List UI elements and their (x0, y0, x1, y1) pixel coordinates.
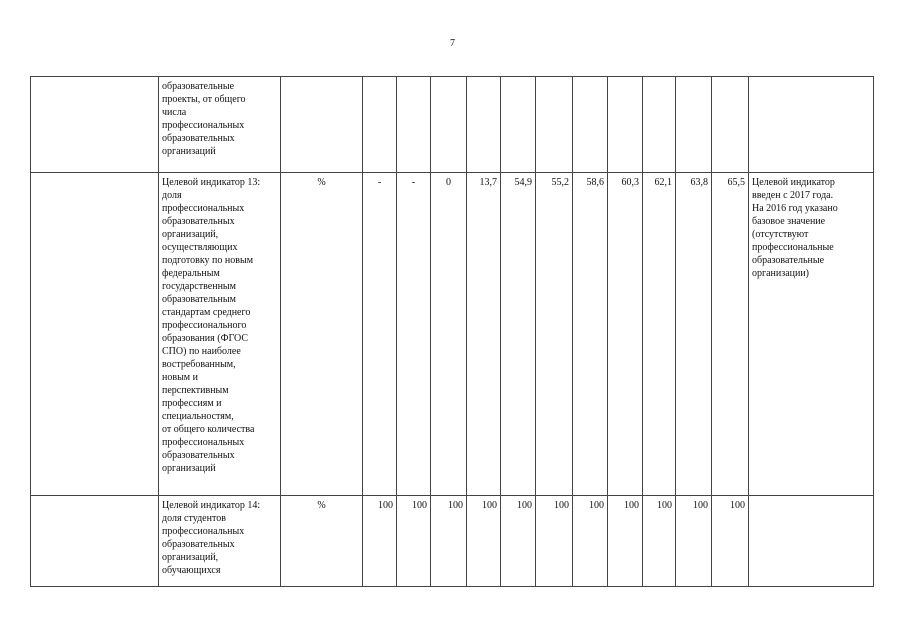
value-cell: 54,9 (501, 173, 536, 496)
value-cell: 65,5 (712, 173, 749, 496)
value-cell (467, 77, 501, 173)
empty-cell (31, 496, 159, 587)
unit-cell: % (281, 173, 363, 496)
value-cell: 100 (431, 496, 467, 587)
value-cell (363, 77, 397, 173)
indicators-table (30, 76, 874, 587)
value-cell (573, 77, 608, 173)
empty-cell (31, 77, 159, 173)
value-cell: 100 (712, 496, 749, 587)
value-cell (643, 77, 676, 173)
table-row (31, 496, 874, 587)
unit-cell: % (281, 496, 363, 587)
note-cell: Целевой индикатор введен с 2017 года. На 2016 год указано базовое значение (отсутствуют профессиональные образовательные организации) (749, 173, 874, 496)
value-cell (397, 77, 431, 173)
value-cell: 100 (643, 496, 676, 587)
value-cell: - (363, 173, 397, 496)
value-cell (712, 77, 749, 173)
value-cell: 100 (536, 496, 573, 587)
value-cell: 13,7 (467, 173, 501, 496)
value-cell (536, 77, 573, 173)
value-cell (608, 77, 643, 173)
value-cell: 100 (573, 496, 608, 587)
value-cell: 100 (501, 496, 536, 587)
note-cell (749, 77, 874, 173)
indicator-description: образовательные проекты, от общего числа профессиональных образовательных организаций (159, 77, 281, 173)
value-cell: 100 (363, 496, 397, 587)
value-cell (431, 77, 467, 173)
value-cell: 62,1 (643, 173, 676, 496)
table-row (31, 77, 874, 173)
value-cell: 63,8 (676, 173, 712, 496)
value-cell: - (397, 173, 431, 496)
indicator-description: Целевой индикатор 14: доля студентов профессиональных образовательных организаций, обучающихся (159, 496, 281, 587)
value-cell: 100 (676, 496, 712, 587)
unit-cell (281, 77, 363, 173)
value-cell: 0 (431, 173, 467, 496)
value-cell: 55,2 (536, 173, 573, 496)
value-cell: 58,6 (573, 173, 608, 496)
value-cell (676, 77, 712, 173)
note-cell (749, 496, 874, 587)
indicator-description: Целевой индикатор 13: доля профессиональных образовательных организаций, осуществляющих подготовку по новым федеральным государственным образовательным стандартам среднего профессионального образования (ФГОС СПО) по наиболее востребованным, новым и перспективным профессиям и специальностям, от общего количества профессиональных образовательных организаций (159, 173, 281, 496)
page-number: 7 (450, 38, 455, 49)
table-row (31, 173, 874, 496)
empty-cell (31, 173, 159, 496)
value-cell: 100 (467, 496, 501, 587)
value-cell: 100 (608, 496, 643, 587)
value-cell (501, 77, 536, 173)
value-cell: 100 (397, 496, 431, 587)
value-cell: 60,3 (608, 173, 643, 496)
